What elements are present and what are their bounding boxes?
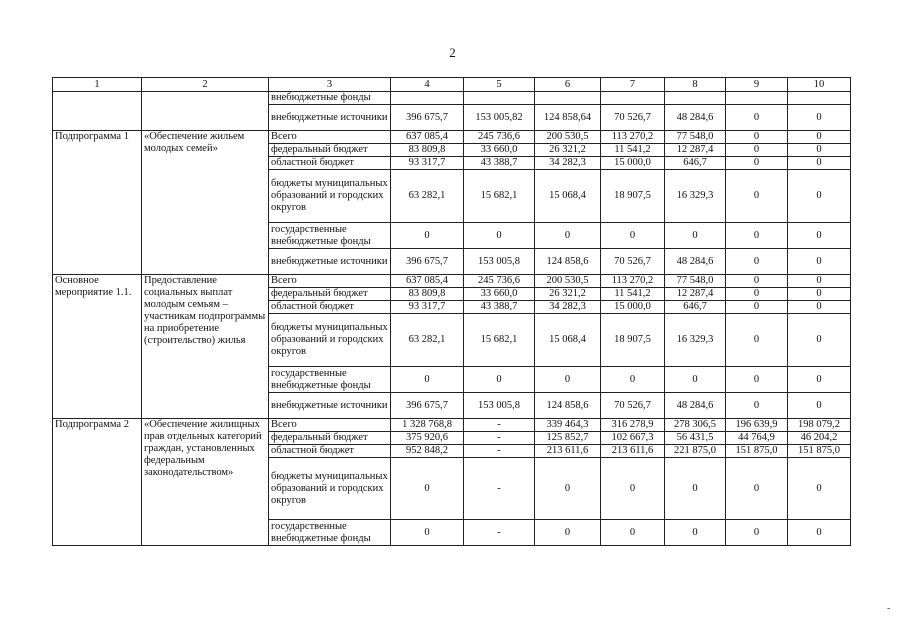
value-cell: 83 809,8 bbox=[391, 144, 464, 157]
value-cell: 213 611,6 bbox=[535, 445, 601, 458]
column-header: 6 bbox=[535, 78, 601, 92]
value-cell: 278 306,5 bbox=[665, 419, 726, 432]
value-cell: 0 bbox=[788, 170, 851, 223]
value-cell: 56 431,5 bbox=[665, 432, 726, 445]
value-cell bbox=[391, 92, 464, 105]
value-cell: 83 809,8 bbox=[391, 288, 464, 301]
value-cell: 0 bbox=[726, 288, 788, 301]
funding-source: бюджеты муниципальных образований и городских округов bbox=[269, 170, 391, 223]
value-cell bbox=[464, 92, 535, 105]
value-cell: 396 675,7 bbox=[391, 249, 464, 275]
value-cell: 0 bbox=[665, 223, 726, 249]
value-cell: 0 bbox=[726, 249, 788, 275]
value-cell: 0 bbox=[788, 223, 851, 249]
value-cell: 213 611,6 bbox=[601, 445, 665, 458]
value-cell: 153 005,8 bbox=[464, 249, 535, 275]
value-cell: 245 736,6 bbox=[464, 275, 535, 288]
funding-source: областной бюджет bbox=[269, 157, 391, 170]
value-cell: 102 667,3 bbox=[601, 432, 665, 445]
value-cell: 0 bbox=[726, 458, 788, 520]
table-row bbox=[53, 419, 851, 432]
value-cell: 0 bbox=[391, 520, 464, 546]
value-cell: 0 bbox=[665, 458, 726, 520]
value-cell bbox=[726, 92, 788, 105]
funding-source: государственные внебюджетные фонды bbox=[269, 367, 391, 393]
value-cell bbox=[601, 92, 665, 105]
value-cell: 26 321,2 bbox=[535, 144, 601, 157]
column-header: 4 bbox=[391, 78, 464, 92]
value-cell: 0 bbox=[391, 223, 464, 249]
value-cell: 0 bbox=[726, 144, 788, 157]
value-cell: 33 660,0 bbox=[464, 144, 535, 157]
column-header: 1 bbox=[53, 78, 142, 92]
value-cell: 0 bbox=[726, 301, 788, 314]
value-cell: 125 852,7 bbox=[535, 432, 601, 445]
value-cell: 0 bbox=[726, 105, 788, 131]
column-header: 8 bbox=[665, 78, 726, 92]
table-header-row bbox=[53, 78, 851, 92]
value-cell: 46 204,2 bbox=[788, 432, 851, 445]
program-name bbox=[142, 92, 269, 131]
value-cell: 200 530,5 bbox=[535, 275, 601, 288]
funding-source: внебюджетные источники bbox=[269, 105, 391, 131]
value-cell: 70 526,7 bbox=[601, 393, 665, 419]
value-cell: 93 317,7 bbox=[391, 157, 464, 170]
value-cell: 396 675,7 bbox=[391, 393, 464, 419]
funding-source: внебюджетные источники bbox=[269, 249, 391, 275]
value-cell: 0 bbox=[601, 223, 665, 249]
value-cell: 43 388,7 bbox=[464, 157, 535, 170]
value-cell: 124 858,64 bbox=[535, 105, 601, 131]
value-cell: 11 541,2 bbox=[601, 288, 665, 301]
value-cell: 339 464,3 bbox=[535, 419, 601, 432]
value-cell: 0 bbox=[464, 367, 535, 393]
funding-source: областной бюджет bbox=[269, 445, 391, 458]
value-cell: 12 287,4 bbox=[665, 288, 726, 301]
value-cell: - bbox=[464, 445, 535, 458]
value-cell: 375 920,6 bbox=[391, 432, 464, 445]
value-cell: 33 660,0 bbox=[464, 288, 535, 301]
funding-source: внебюджетные фонды bbox=[269, 92, 391, 105]
funding-source: Всего bbox=[269, 131, 391, 144]
value-cell: 70 526,7 bbox=[601, 105, 665, 131]
value-cell: - bbox=[464, 458, 535, 520]
value-cell: 48 284,6 bbox=[665, 105, 726, 131]
value-cell bbox=[665, 92, 726, 105]
value-cell: 0 bbox=[788, 275, 851, 288]
value-cell: 16 329,3 bbox=[665, 170, 726, 223]
value-cell: 70 526,7 bbox=[601, 249, 665, 275]
value-cell: 16 329,3 bbox=[665, 314, 726, 367]
value-cell: 637 085,4 bbox=[391, 275, 464, 288]
value-cell: 0 bbox=[665, 520, 726, 546]
value-cell: 34 282,3 bbox=[535, 157, 601, 170]
value-cell: 0 bbox=[788, 144, 851, 157]
value-cell: 0 bbox=[788, 157, 851, 170]
table-row bbox=[53, 275, 851, 288]
value-cell: 15 068,4 bbox=[535, 170, 601, 223]
value-cell: 637 085,4 bbox=[391, 131, 464, 144]
column-header: 5 bbox=[464, 78, 535, 92]
funding-source: бюджеты муниципальных образований и городских округов bbox=[269, 458, 391, 520]
funding-source: федеральный бюджет bbox=[269, 432, 391, 445]
value-cell: - bbox=[464, 432, 535, 445]
value-cell: 15 682,1 bbox=[464, 314, 535, 367]
funding-source: Всего bbox=[269, 419, 391, 432]
funding-source: бюджеты муниципальных образований и городских округов bbox=[269, 314, 391, 367]
value-cell: 0 bbox=[601, 367, 665, 393]
value-cell: 221 875,0 bbox=[665, 445, 726, 458]
value-cell: 0 bbox=[665, 367, 726, 393]
value-cell: - bbox=[464, 520, 535, 546]
table-row bbox=[53, 131, 851, 144]
value-cell: 48 284,6 bbox=[665, 393, 726, 419]
value-cell: 0 bbox=[788, 393, 851, 419]
value-cell: 151 875,0 bbox=[726, 445, 788, 458]
value-cell: 113 270,2 bbox=[601, 275, 665, 288]
value-cell: 77 548,0 bbox=[665, 275, 726, 288]
value-cell: 0 bbox=[788, 288, 851, 301]
value-cell: 15 682,1 bbox=[464, 170, 535, 223]
value-cell: 44 764,9 bbox=[726, 432, 788, 445]
value-cell: 0 bbox=[391, 367, 464, 393]
value-cell bbox=[535, 92, 601, 105]
value-cell: 646,7 bbox=[665, 301, 726, 314]
value-cell: 0 bbox=[788, 131, 851, 144]
funding-source: федеральный бюджет bbox=[269, 144, 391, 157]
value-cell: 0 bbox=[535, 458, 601, 520]
value-cell: 0 bbox=[788, 105, 851, 131]
column-header: 10 bbox=[788, 78, 851, 92]
value-cell: 0 bbox=[535, 520, 601, 546]
value-cell: 26 321,2 bbox=[535, 288, 601, 301]
value-cell: 646,7 bbox=[665, 157, 726, 170]
value-cell: 124 858,6 bbox=[535, 249, 601, 275]
page-number: 2 bbox=[449, 45, 456, 60]
value-cell: 0 bbox=[726, 314, 788, 367]
value-cell: 0 bbox=[601, 458, 665, 520]
section-label: Подпрограмма 2 bbox=[53, 419, 142, 546]
value-cell: 0 bbox=[601, 520, 665, 546]
value-cell: 15 000,0 bbox=[601, 157, 665, 170]
value-cell: 113 270,2 bbox=[601, 131, 665, 144]
value-cell: 0 bbox=[726, 275, 788, 288]
value-cell: 0 bbox=[726, 157, 788, 170]
value-cell: 196 639,9 bbox=[726, 419, 788, 432]
value-cell: 0 bbox=[726, 131, 788, 144]
value-cell: 151 875,0 bbox=[788, 445, 851, 458]
value-cell: 12 287,4 bbox=[665, 144, 726, 157]
value-cell: 198 079,2 bbox=[788, 419, 851, 432]
value-cell: 15 000,0 bbox=[601, 301, 665, 314]
value-cell bbox=[788, 92, 851, 105]
value-cell: 11 541,2 bbox=[601, 144, 665, 157]
value-cell: 0 bbox=[788, 458, 851, 520]
value-cell: 15 068,4 bbox=[535, 314, 601, 367]
value-cell: 245 736,6 bbox=[464, 131, 535, 144]
column-header: 3 bbox=[269, 78, 391, 92]
value-cell: 77 548,0 bbox=[665, 131, 726, 144]
program-name: «Обеспечение жилищных прав отдельных категорий граждан, установленных федеральным законодательством» bbox=[142, 419, 269, 546]
value-cell: 0 bbox=[464, 223, 535, 249]
value-cell: 952 848,2 bbox=[391, 445, 464, 458]
column-header: 9 bbox=[726, 78, 788, 92]
value-cell: 0 bbox=[726, 223, 788, 249]
value-cell: 0 bbox=[788, 249, 851, 275]
value-cell: 0 bbox=[788, 367, 851, 393]
value-cell: 153 005,82 bbox=[464, 105, 535, 131]
value-cell: 18 907,5 bbox=[601, 314, 665, 367]
value-cell: 0 bbox=[726, 520, 788, 546]
value-cell: 0 bbox=[726, 367, 788, 393]
value-cell: 63 282,1 bbox=[391, 170, 464, 223]
value-cell: 18 907,5 bbox=[601, 170, 665, 223]
funding-source: областной бюджет bbox=[269, 301, 391, 314]
value-cell: 0 bbox=[788, 301, 851, 314]
value-cell: 0 bbox=[535, 367, 601, 393]
section-label: Подпрограмма 1 bbox=[53, 131, 142, 275]
value-cell: 316 278,9 bbox=[601, 419, 665, 432]
section-label: Основное мероприятие 1.1. bbox=[53, 275, 142, 419]
column-header: 2 bbox=[142, 78, 269, 92]
table-row bbox=[53, 92, 851, 105]
value-cell: 1 328 768,8 bbox=[391, 419, 464, 432]
value-cell: 0 bbox=[726, 170, 788, 223]
value-cell: 0 bbox=[726, 393, 788, 419]
value-cell: 0 bbox=[535, 223, 601, 249]
value-cell: 124 858,6 bbox=[535, 393, 601, 419]
scan-mark: - bbox=[887, 603, 891, 614]
funding-source: государственные внебюджетные фонды bbox=[269, 520, 391, 546]
funding-source: Всего bbox=[269, 275, 391, 288]
value-cell: 0 bbox=[788, 520, 851, 546]
program-name: «Обеспечение жильем молодых семей» bbox=[142, 131, 269, 275]
value-cell: 63 282,1 bbox=[391, 314, 464, 367]
value-cell: 396 675,7 bbox=[391, 105, 464, 131]
value-cell: 0 bbox=[391, 458, 464, 520]
funding-source: внебюджетные источники bbox=[269, 393, 391, 419]
funding-source: государственные внебюджетные фонды bbox=[269, 223, 391, 249]
value-cell: - bbox=[464, 419, 535, 432]
column-header: 7 bbox=[601, 78, 665, 92]
value-cell: 153 005,8 bbox=[464, 393, 535, 419]
value-cell: 48 284,6 bbox=[665, 249, 726, 275]
value-cell: 93 317,7 bbox=[391, 301, 464, 314]
value-cell: 43 388,7 bbox=[464, 301, 535, 314]
table-body bbox=[53, 78, 851, 546]
program-name: Предоставление социальных выплат молодым семьям – участникам подпрограммы на приобретение (строительство) жилья bbox=[142, 275, 269, 419]
budget-table bbox=[52, 77, 851, 546]
value-cell: 200 530,5 bbox=[535, 131, 601, 144]
funding-source: федеральный бюджет bbox=[269, 288, 391, 301]
value-cell: 0 bbox=[788, 314, 851, 367]
section-label bbox=[53, 92, 142, 131]
value-cell: 34 282,3 bbox=[535, 301, 601, 314]
